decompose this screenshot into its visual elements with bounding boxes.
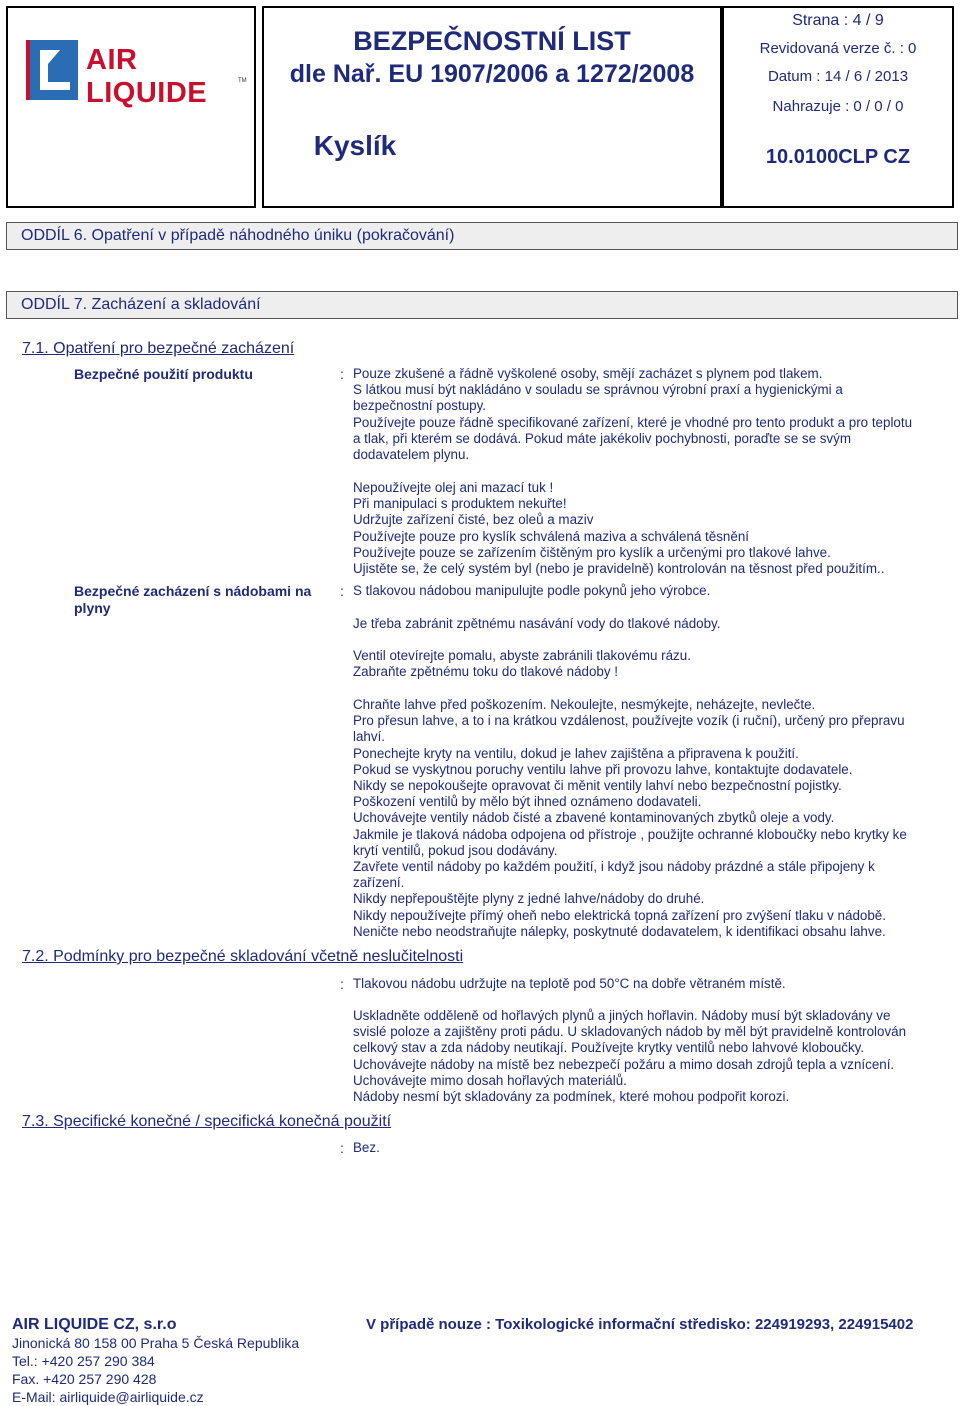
text-line: Nikdy nepřepouštějte plyny z jedné lahve/nádoby do druhé.: [353, 891, 705, 907]
text-line: Chraňte lahve před poškozením. Nekoulejte, nesmýkejte, neházejte, nevlečte.: [353, 697, 816, 712]
specific-use-value: [353, 1140, 953, 1156]
section-7-heading: ODDÍL 7. Zacházení a skladování: [6, 291, 958, 319]
text-line: Jakmile je tlaková nádoba odpojena od přístroje , použijte ochranné kloboučky nebo krytky ke: [353, 826, 907, 842]
footer-fax: Fax. +420 257 290 428: [12, 1371, 157, 1387]
air-liquide-logo-icon: [26, 40, 82, 100]
text-line: Nádoby nesmí být skladovány za podmínek, které mohou podpořit korozi.: [353, 1089, 790, 1105]
text-line: a tlak, při kterém se dodává. Pokud máte jakékoliv pochybnosti, poraďte se se svým: [353, 430, 851, 446]
containers-p1: [353, 583, 953, 599]
text-line: Tlakovou nádobu udržujte na teplotě pod 50°C na dobře větraném místě.: [353, 976, 786, 991]
containers-label-line: Bezpečné zacházení s nádobami na: [74, 583, 312, 599]
containers-colon: :: [340, 583, 344, 599]
product-name: Kyslík: [313, 130, 397, 161]
text-line: Nikdy se nepokoušejte opravovat či měnit ventily lahví nebo bezpečnostní pojistky.: [353, 778, 842, 794]
section-6-heading: ODDÍL 6. Opatření v případě náhodného úniku (pokračování): [6, 222, 958, 250]
text-line: Ujistěte se, že celý systém byl (nebo je pravidelně) kontrolován na těsnost před použitím..: [353, 561, 885, 577]
text-line: Uchovávejte mimo dosah hořlavých materiálů.: [353, 1072, 627, 1088]
text-line: Je třeba zabránit zpětnému nasávání vody do tlakové nádoby.: [353, 616, 721, 631]
text-line: Pouze zkušené a řádně vyškolené osoby, smějí zacházet s plynem pod tlakem.: [353, 366, 823, 381]
document-code: 10.0100CLP CZ: [765, 146, 911, 168]
text-line: Ventil otevírejte pomalu, abyste zabránili tlakovému rázu.: [353, 648, 691, 663]
subsection-7-3-heading: 7.3. Specifické konečné / specifická konečná použití: [22, 1113, 392, 1130]
text-line: Nikdy nepoužívejte přímý oheň nebo elektrická topná zařízení pro zvýšení tlaku v nádobě.: [353, 907, 886, 923]
text-line: Pro přesun lahve, a to i na krátkou vzdálenost, používejte vozík (i ruční), určený pro přepravu: [353, 713, 905, 729]
safe-use-text-2: [353, 480, 953, 577]
text-line: Neničte nebo neodstraňujte nálepky, poskytnuté dodavatelem, k identifikaci obsahu lahve.: [353, 923, 886, 939]
specific-use-colon: :: [340, 1140, 344, 1156]
logo-text: AIR LIQUIDE: [86, 44, 208, 109]
text-line: Udržujte zařízení čisté, bez oleů a maziv: [353, 512, 594, 528]
text-line: Zabraňte zpětnému toku do tlakové nádoby !: [353, 664, 619, 680]
header-title-box: [262, 6, 722, 208]
text-line: Při manipulaci s produktem nekuřte!: [353, 496, 567, 512]
text-line: S tlakovou nádobou manipulujte podle pokynů jeho výrobce.: [353, 583, 711, 598]
document-title: BEZPEČNOSTNÍ LIST: [353, 26, 631, 56]
text-line: lahví.: [353, 729, 386, 745]
header-meta-box: [722, 6, 954, 208]
text-line: dodavatelem plynu.: [353, 447, 470, 463]
containers-p3: [353, 648, 953, 680]
footer-tel: Tel.: +420 257 290 384: [12, 1353, 155, 1369]
storage-colon: :: [340, 976, 344, 992]
subsection-7-2-heading: 7.2. Podmínky pro bezpečné skladování včetně neslučitelnosti: [22, 948, 464, 965]
text-line: celkový stav a zda nádoby neutikají. Používejte krytky ventilů nebo lahvové kloboučky.: [353, 1040, 865, 1056]
footer-address: Jinonická 80 158 00 Praha 5 Česká Republika: [12, 1335, 300, 1351]
text-line: Bez.: [353, 1140, 380, 1155]
revision-number: Revidovaná verze č. : 0: [759, 40, 917, 57]
text-line: S látkou musí být nakládáno v souladu se správnou výrobní praxí a hygienickými a: [353, 382, 843, 398]
safe-use-label: Bezpečné použití produktu: [74, 366, 253, 382]
text-line: Poškození ventilů by mělo být ihned oznámeno dodavateli.: [353, 794, 702, 810]
footer-company: AIR LIQUIDE CZ, s.r.o: [12, 1316, 177, 1333]
text-line: krytí ventilů, pokud jsou dodávány.: [353, 842, 558, 858]
revision-date: Datum : 14 / 6 / 2013: [767, 68, 909, 85]
containers-label-line: plyny: [74, 600, 111, 616]
text-line: Ponechejte kryty na ventilu, dokud je lahev zajištěna a připravena k použití.: [353, 745, 799, 761]
text-line: Nepoužívejte olej ani mazací tuk !: [353, 480, 554, 495]
text-line: svislé poloze a zajištěny proti pádu. U skladovaných nádob by měl být pravidelně kontrolován: [353, 1024, 907, 1040]
header-logo-box: [6, 6, 256, 208]
text-line: Používejte pouze se zařízením čištěným pro kyslík a určenými pro tlakové lahve.: [353, 544, 831, 560]
text-line: bezpečnostní postupy.: [353, 398, 487, 414]
text-line: Uchovávejte nádoby na místě bez nebezpečí požáru a mimo dosah zdrojů tepla a vznícení.: [353, 1056, 895, 1072]
text-line: Zavřete ventil nádoby po každém použití, i když jsou nádoby prázdné a stále připojeny k: [353, 859, 875, 875]
safe-use-text: [353, 366, 953, 463]
containers-label: [74, 583, 311, 617]
containers-p2: [353, 616, 953, 632]
storage-p2: [353, 1008, 953, 1105]
safe-use-colon: :: [340, 366, 344, 382]
storage-p1: [353, 976, 953, 992]
page-number: Strana : 4 / 9: [792, 12, 884, 29]
supersedes: Nahrazuje : 0 / 0 / 0: [772, 98, 904, 115]
text-line: Používejte pouze pro kyslík schválená maziva a schválená těsnění: [353, 528, 749, 544]
text-line: Používejte pouze řádně specifikované zařízení, které je vhodné pro tento produkt a pro teplotu: [353, 414, 913, 430]
text-line: Pokud se vyskytnou poruchy ventilu lahve při provozu lahve, kontaktujte dodavatele.: [353, 761, 853, 777]
regulation-reference: dle Nař. EU 1907/2006 a 1272/2008: [289, 60, 695, 88]
text-line: Uskladněte odděleně od hořlavých plynů a jiných hořlavin. Nádoby musí být skladovány ve: [353, 1008, 891, 1023]
containers-p4: [353, 697, 953, 940]
text-line: Uchovávejte ventily nádob čisté a zbavené kontaminovaných zbytků oleje a vody.: [353, 810, 835, 826]
subsection-7-1-heading: 7.1. Opatření pro bezpečné zacházení: [22, 340, 295, 357]
footer-email: E-Mail: airliquide@airliquide.cz: [12, 1389, 204, 1405]
logo-trademark: TM: [238, 78, 247, 84]
footer-emergency: V případě nouze : Toxikologické informační středisko: 224919293, 224915402: [366, 1316, 914, 1333]
text-line: zařízení.: [353, 875, 405, 891]
